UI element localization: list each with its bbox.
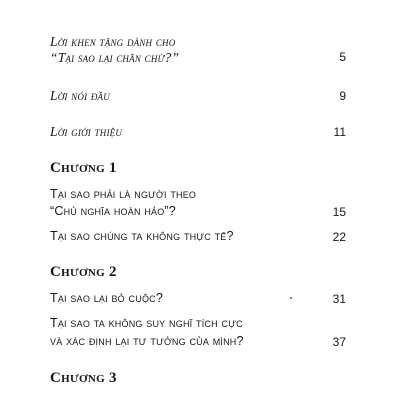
toc-item-title: Tại sao lại bỏ cuộc? [50,291,163,305]
toc-entry-praise[interactable] [0,34,400,70]
toc-item-page: 22 [332,230,346,244]
chapter-heading-1 [0,160,400,180]
toc-entry-praise-title-line2: “Tại sao lại chần chừ?” [50,50,180,65]
toc-entry-intro-page: 11 [333,125,346,139]
toc-entry-praise-page: 5 [339,50,346,64]
toc-item-title-line1: Tại sao ta không suy nghĩ tích cực [50,316,243,330]
toc-entry-intro-title: Lời giới thiệu [50,124,123,139]
toc-entry-chapter1-item1[interactable] [0,187,400,223]
toc-item-title-line2: “Chủ nghĩa hoàn hảo”? [50,204,176,218]
toc-entry-chapter2-item2[interactable] [0,316,400,352]
toc-item-page: 37 [332,335,346,349]
toc-entry-chapter1-item2[interactable] [0,229,400,247]
toc-entry-chapter2-item1[interactable] [0,291,400,309]
toc-item-page: 31 [332,292,346,306]
chapter-2-title: Chương 2 [50,264,117,280]
toc-item-title-line1: Tại sao phải là người theo [50,187,197,201]
toc-entry-praise-title-line1: Lời khen tặng dành cho [50,34,176,49]
toc-item-page: 15 [332,205,346,219]
chapter-heading-3 [0,370,400,390]
toc-item-title-line2: và xác định lại tư tưởng của mình? [50,334,244,348]
toc-entry-intro[interactable] [0,124,400,142]
chapter-1-title: Chương 1 [50,160,117,176]
toc-entry-preface-title: Lời nói đầu [50,88,110,103]
toc-entry-preface[interactable] [0,88,400,106]
chapter-heading-2 [0,264,400,284]
chapter-3-title: Chương 3 [50,370,117,386]
scan-speck [290,297,292,299]
toc-entry-preface-page: 9 [339,89,346,103]
toc-item-title: Tại sao chúng ta không thực tế? [50,229,234,243]
